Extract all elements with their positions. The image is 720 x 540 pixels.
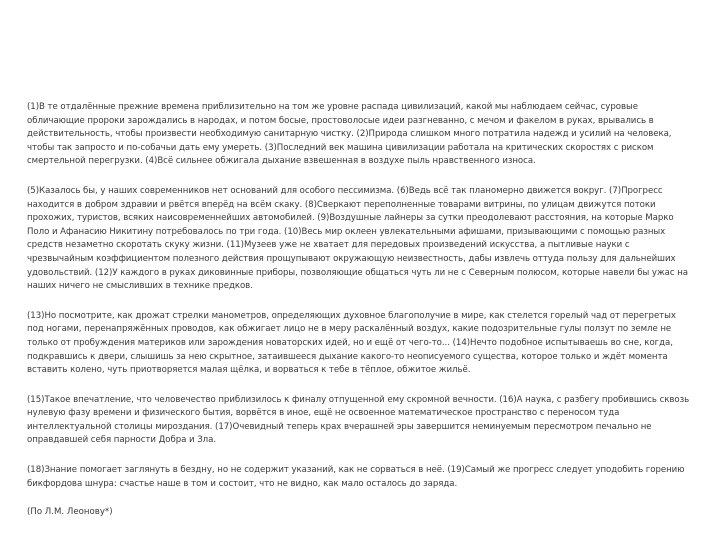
paragraph-4: (15)Такое впечатление, что человечество приблизилось к финалу отпущенной ему скромной вечности. (16)А наука, с разбегу пробившись сквозь нулевую фазу времени и физического бытия, ворвётся в иное, ещё не освоенное математическое пространство с переносом туда интеллектуальной столицы мироздания. (17)Очевидный теперь крах вчерашней эры завершится неминуемым пересмотром печально не оправдавшей себя парности Добра и Зла.	[27, 394, 690, 446]
source-attribution: (По Л.М. Леонову*)	[27, 507, 113, 518]
paragraph-5: (18)Знание помогает заглянуть в бездну, но не содержит указаний, как не сорваться в неё. (19)Самый же прогресс следует уподобить горению бикфордова шнура: счастье наше в том и состоит, что не видно, как мало осталось до заряда.	[27, 465, 685, 489]
document-body	[27, 101, 695, 520]
paragraph-2: (5)Казалось бы, у наших современников нет оснований для особого пессимизма. (6)Ведь всё так планомерно движется вокруг. (7)Прогресс находится в добром здравии и рвётся вперёд на всём скаку. (8)Сверкают переполненные товарами витрины, по улицам движутся потоки прохожих, туристов, всяких наисовременнейших автомобилей. (9)Воздушные лайнеры за сутки преодолевают расстояния, на которые Марко Поло и Афанасию Никитину потребовалось по три года. (10)Весь мир оклеен увлекательными афишами, призывающими с помощью разных средств незаметно скоротать скуку жизни. (11)Музеев уже не хватает для передовых произведений искусства, а пытливые науки с чрезвычайным коэффициентом полезного действия прощупывают окружающую неизвестность, дабы извлечь оттуда пользу для дальнейших удовольствий. (12)У каждого в руках диковинные приборы, позволяющие общаться чуть ли не с Северным полюсом, которые навели бы ужас на наших ничего не смысливших в технике предков.	[27, 185, 689, 292]
paragraph-3: (13)Но посмотрите, как дрожат стрелки манометров, определяющих духовное благополучие в мире, как стелется горелый чад от перегретых под ногами, перенапряжённых проводов, как обжигает лицо не в меру раскалённый воздух, какие подозрительные гулы ползут по земле не только от пробуждения материков или зарождения новаторских идей, но и ещё от чего-то... (14)Нечто подобное испытываешь во сне, когда, подкравшись к двери, слышишь за нею скрытное, затаившееся дыхание какого-то неописуемого существа, которое только и ждёт момента вставить колено, чуть приотворяется малая щёлка, и ворваться к тебе в тёплое, обжитое жильё.	[27, 310, 676, 376]
paragraph-1: (1)В те отдалённые прежние времена приблизительно на том же уровне распада цивилизаций, какой мы наблюдаем сейчас, суровые обличающие пророки зарождались в народах, и потом босые, простоволосые идеи разгневанно, с мечом и факелом в руках, врывались в действительность, чтобы произвести необходимую санитарную чистку. (2)Природа слишком много потратила надежд и усилий на человека, чтобы так запросто и по-собачьи дать ему умереть. (3)Последний век машина цивилизации работала на критических скоростях с риском смертельной перегрузки. (4)Всё сильнее обжигала дыхание взвешенная в воздухе пыль нравственного износа.	[27, 102, 672, 167]
